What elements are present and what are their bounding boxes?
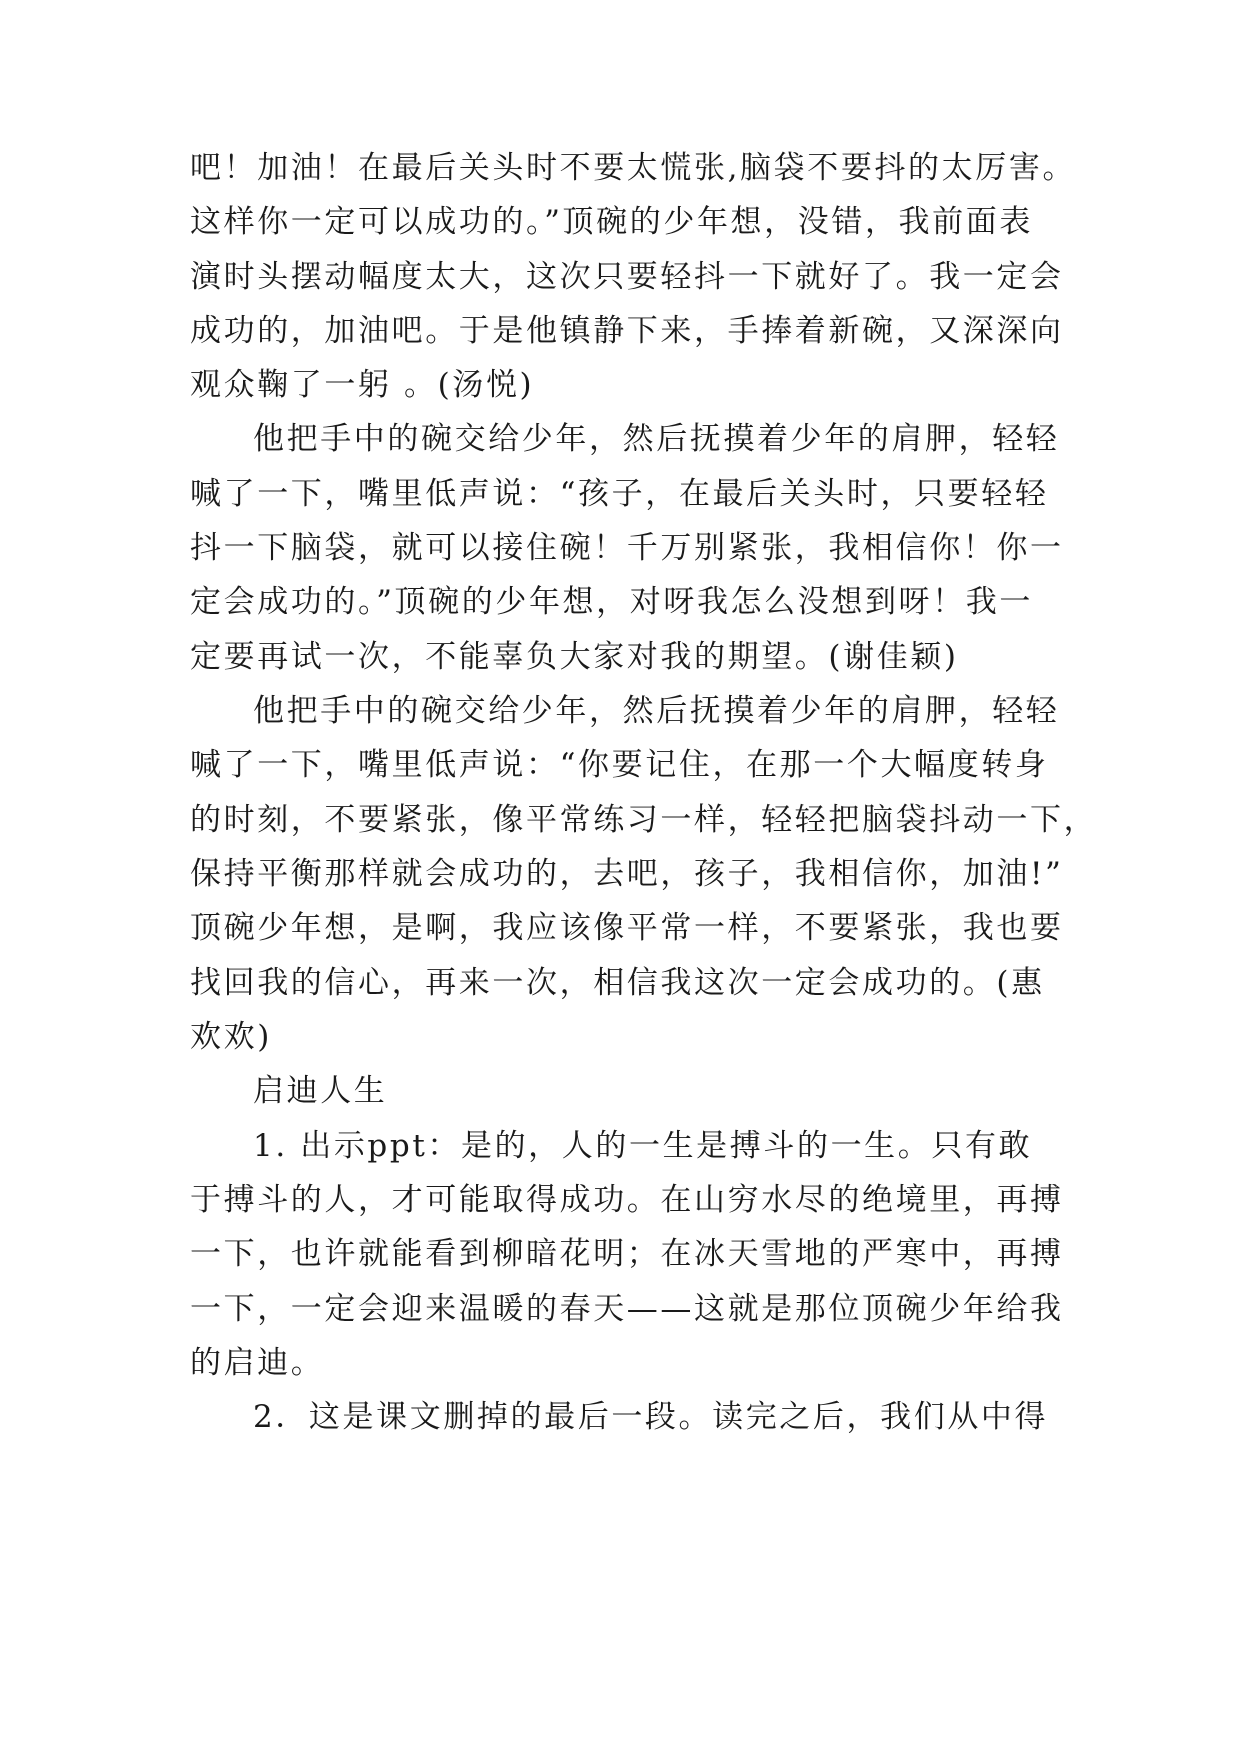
text-line: 顶碗少年想，是啊，我应该像平常一样，不要紧张，我也要 [190,910,1064,946]
text-line: 观众鞠了一躬 。(汤悦) [190,367,535,403]
text-line: 找回我的信心，再来一次，相信我这次一定会成功的。(惠 [190,965,1045,1001]
text-line: 定要再试一次，不能辜负大家对我的期望。(谢佳颖) [190,639,959,675]
text-line: 抖一下脑袋，就可以接住碗！千万别紧张，我相信你！你一 [190,530,1064,566]
paragraph-first-line: 他把手中的碗交给少年，然后抚摸着少年的肩胛，轻轻 [253,693,1060,729]
text-line: 一下，一定会迎来温暖的春天——这就是那位顶碗少年给我 [190,1291,1064,1327]
list-item-2-first-line: 2．这是课文删掉的最后一段。读完之后，我们从中得 [253,1399,1049,1435]
text-line: 欢欢) [190,1019,272,1055]
text-line: 这样你一定可以成功的。”顶碗的少年想，没错，我前面表 [190,204,1033,240]
text-line: 的时刻，不要紧张，像平常练习一样，轻轻把脑袋抖动一下， [190,802,1098,838]
text-line: 喊了一下，嘴里低声说：“你要记住，在那一个大幅度转身 [190,747,1049,783]
text-line: 定会成功的。”顶碗的少年想，对呀我怎么没想到呀！我一 [190,584,1033,620]
text-line: 保持平衡那样就会成功的，去吧，孩子，我相信你，加油!” [190,856,1064,892]
text-line: 演时头摆动幅度太大，这次只要轻抖一下就好了。我一定会 [190,259,1064,295]
text-line: 成功的，加油吧。于是他镇静下来，手捧着新碗，又深深向 [190,313,1064,349]
text-line: 一下，也许就能看到柳暗花明；在冰天雪地的严寒中，再搏 [190,1236,1064,1272]
text-line: 于搏斗的人，才可能取得成功。在山穷水尽的绝境里，再搏 [190,1182,1064,1218]
list-item-1-first-line: 1. 出示ppt：是的，人的一生是搏斗的一生。只有敢 [253,1128,1033,1164]
paragraph-first-line: 他把手中的碗交给少年，然后抚摸着少年的肩胛，轻轻 [253,421,1060,457]
text-line: 吧！加油！在最后关头时不要太慌张,脑袋不要抖的太厉害。 [190,150,1077,186]
text-line: 的启迪。 [190,1345,325,1381]
section-heading: 启迪人生 [253,1073,388,1109]
text-line: 喊了一下，嘴里低声说：“孩子，在最后关头时，只要轻轻 [190,476,1049,512]
